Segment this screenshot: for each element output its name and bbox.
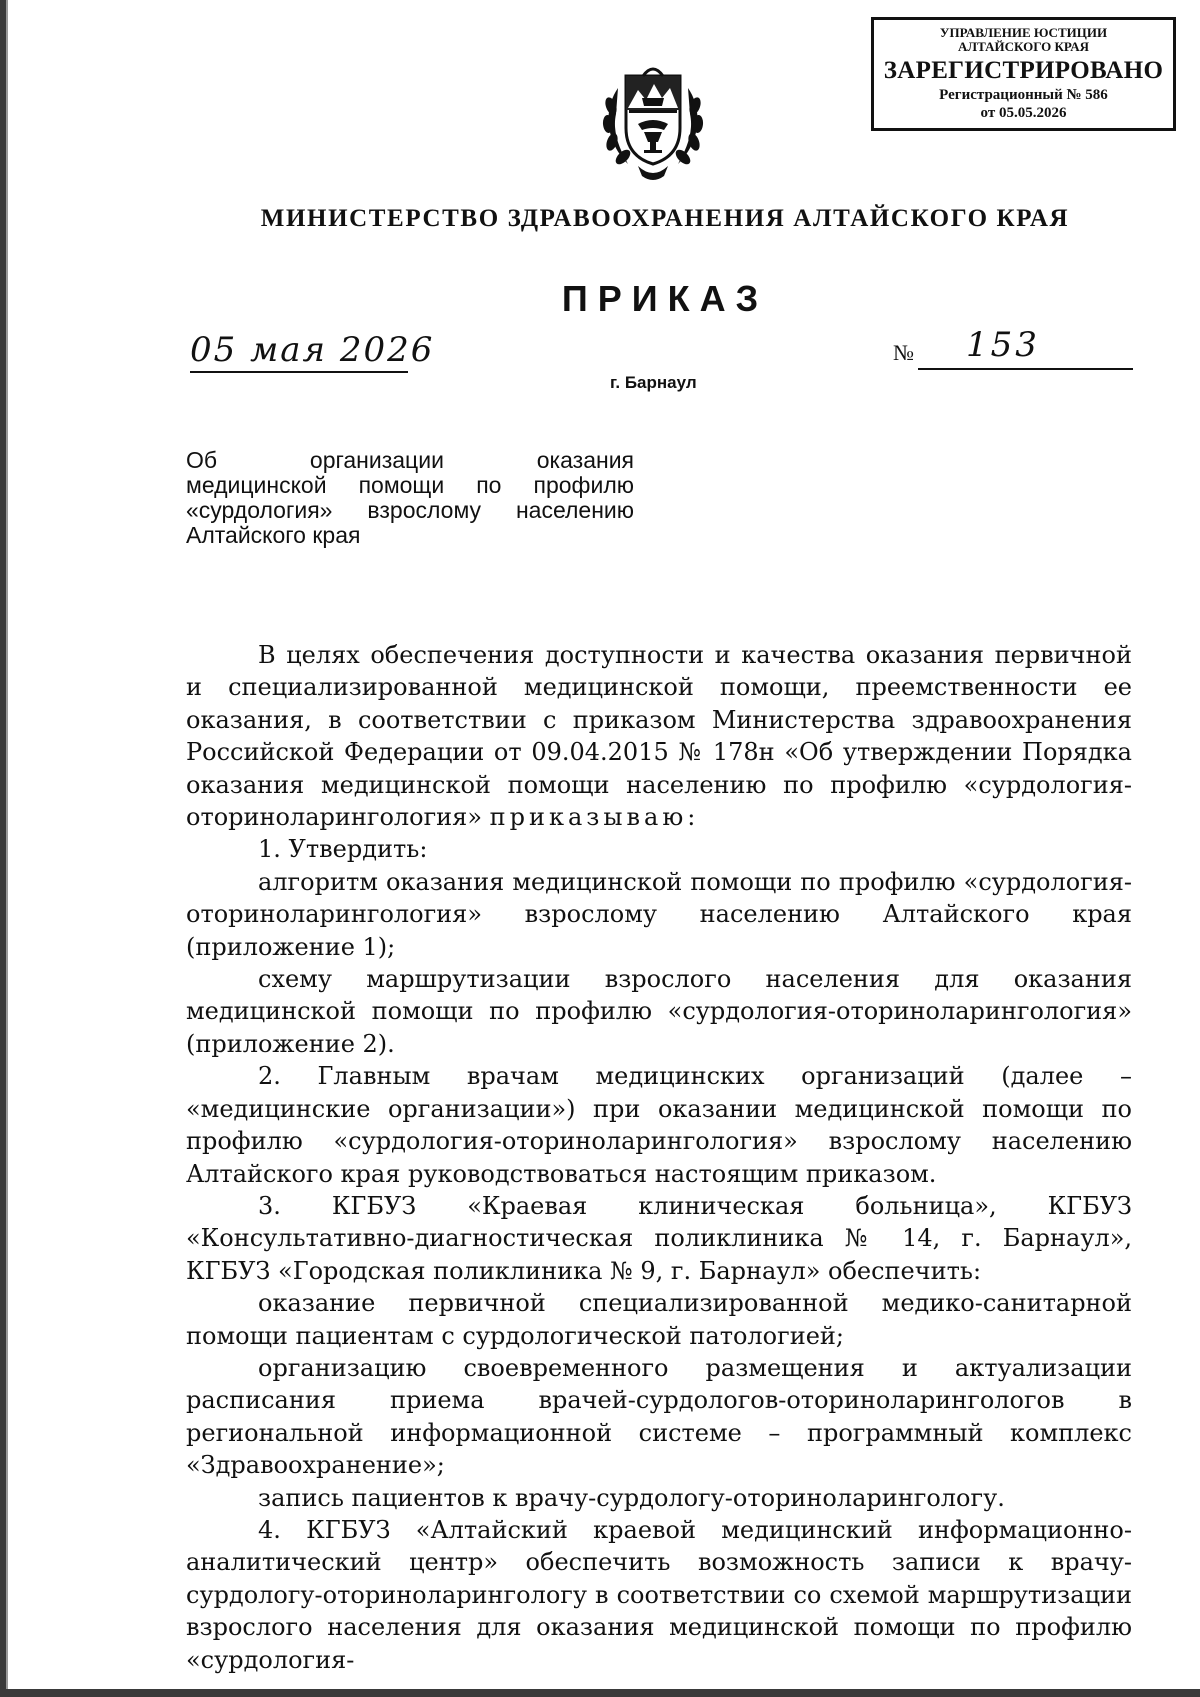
subject-line-3: «сурдология» взрослому населению: [186, 497, 634, 523]
subject-line-1: Об организации оказания: [186, 447, 634, 473]
city: г. Барнаул: [610, 373, 697, 392]
number-underline: [918, 368, 1133, 370]
scan-bottom-edge: [0, 1689, 1200, 1697]
stamp-reg-number: Регистрационный № 586: [939, 87, 1108, 103]
paragraph-1-b: схему маршрутизации взрослого населения для оказания медицинской помощи по профилю «сурдология-оториноларингология» (приложение 2).: [186, 965, 1132, 1058]
paragraph-intro: В целях обеспечения доступности и качества оказания первичной и специализированной медицинской помощи, преемственности ее оказания, в соответствии с приказом Министерства здравоохранения Российской Федерации от 09.04.2015 № 178н «Об утверждении Порядка оказания медицинской помощи населению по профилю «сурдология-оториноларингология» приказываю:: [186, 641, 1132, 832]
coat-of-arms-emblem: [598, 58, 708, 186]
order-subject: [186, 448, 634, 548]
paragraph-1-title: 1. Утвердить:: [258, 835, 428, 864]
handwritten-number: 153: [966, 325, 1040, 365]
ministry-name: МИНИСТЕРСТВО ЗДРАВООХРАНЕНИЯ АЛТАЙСКОГО КРАЯ: [260, 205, 1070, 232]
date-underline: [190, 371, 408, 373]
paragraph-4: 4. КГБУЗ «Алтайский краевой медицинский информационно-аналитический центр» обеспечить возможность записи к врачу-сурдологу-оториноларингологу в соответствии со схемой маршрутизации взрослого населения для оказания медицинской помощи по профилю «сурдология-: [186, 1515, 1132, 1674]
stamp-registered: ЗАРЕГИСТРИРОВАНО: [883, 57, 1164, 84]
paragraph-2: 2. Главным врачам медицинских организаций (далее – «медицинские организации») при оказании медицинской помощи по профилю «сурдология-оториноларингология» взрослому населению Алтайского края руководствоваться настоящим приказом.: [186, 1062, 1132, 1188]
paragraph-3-b: организацию своевременного размещения и актуализации расписания приема врачей-сурдологов-оториноларингологов в региональной информационной системе – программный комплекс «Здравоохранение»;: [186, 1353, 1132, 1480]
order-body: [186, 639, 1132, 1676]
handwritten-date-text: 05 мая 2026: [190, 330, 435, 370]
subject-line-2: медицинской помощи по профилю: [186, 472, 634, 498]
scan-left-edge-shadow: [6, 0, 8, 1697]
paragraph-3: 3. КГБУЗ «Краевая клиническая больница», КГБУЗ «Консультативно-диагностическая поликлиника № 14, г. Барнаул», КГБУЗ «Городская поликлиника № 9, г. Барнаул» обеспечить:: [186, 1191, 1132, 1285]
number-label: №: [893, 340, 914, 365]
paragraph-1-a: алгоритм оказания медицинской помощи по профилю «сурдология-оториноларингология» взрослому населению Алтайского края (приложение 1);: [186, 867, 1132, 961]
stamp-line-2: АЛТАЙСКОГО КРАЯ: [958, 39, 1089, 54]
paragraph-3-a: оказание первичной специализированной медико-санитарной помощи пациентам с сурдологической патологией;: [186, 1289, 1132, 1350]
subject-line-4: Алтайского края: [186, 522, 361, 548]
registration-stamp: [871, 17, 1176, 131]
stamp-reg-date: от 05.05.2026: [980, 105, 1067, 121]
document-title: ПРИКАЗ: [561, 278, 769, 319]
handwritten-date: [190, 330, 480, 374]
stamp-line-1: УПРАВЛЕНИЕ ЮСТИЦИИ: [939, 25, 1108, 40]
order-verb: приказываю: [489, 803, 688, 832]
paragraph-3-c: запись пациентов к врачу-сурдологу-оториноларингологу.: [258, 1483, 1005, 1512]
